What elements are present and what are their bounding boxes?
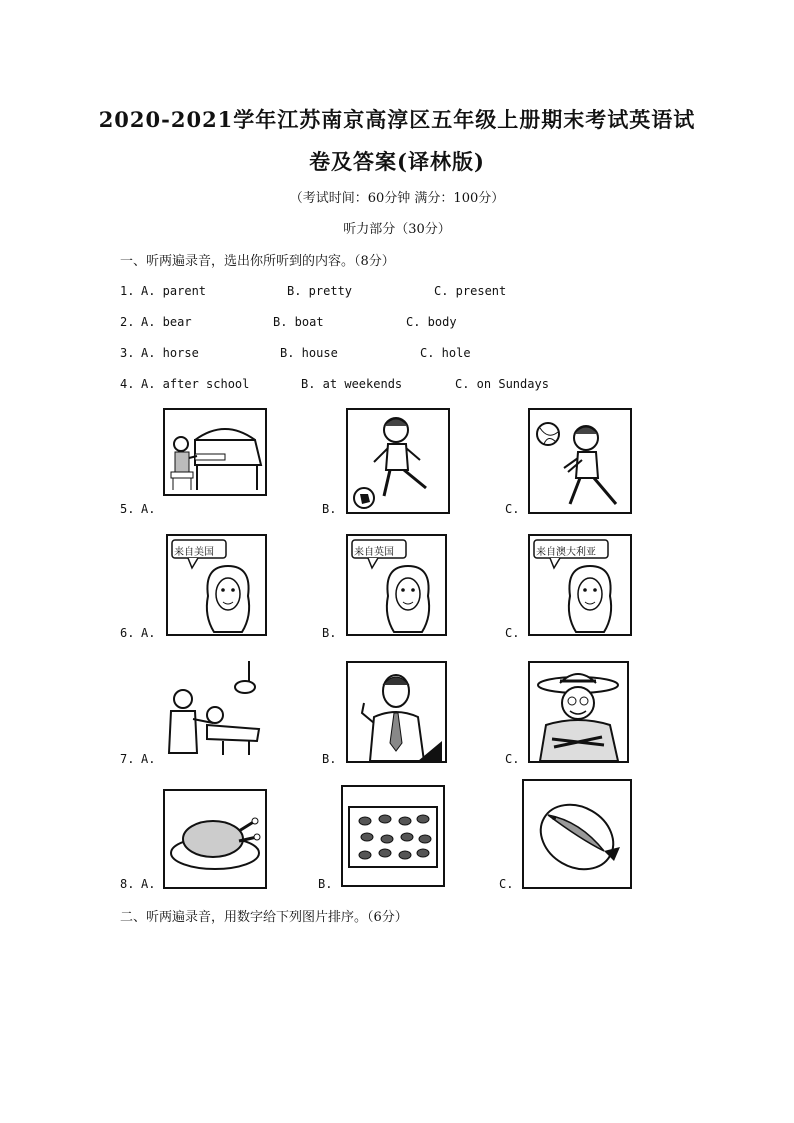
q5-picture-c[interactable] (528, 408, 632, 514)
q5-label-b: B. (322, 502, 337, 516)
q5-picture-a[interactable] (163, 408, 267, 496)
part-title: 听力部分（30分） (343, 222, 451, 237)
q7-label-a: A. (141, 752, 156, 766)
man-in-tie-icon (348, 663, 445, 761)
q5-label-c: C. (505, 502, 520, 516)
q7-label-c: C. (505, 752, 520, 766)
q8-picture-b[interactable] (341, 785, 445, 887)
q1-option-a: A. parent (141, 284, 207, 298)
q1-num: 1. (120, 284, 135, 298)
q7-picture-c[interactable] (528, 661, 629, 763)
roast-turkey-icon (165, 791, 265, 887)
q6-bubble-b: 来自英国 (354, 547, 394, 558)
q5-label-a: A. (141, 502, 156, 516)
exam-info: （考试时间：60分钟 满分：100分） (289, 191, 505, 206)
dentist-icon (163, 657, 263, 757)
q8-num: 8. (120, 877, 135, 891)
sweets-box-icon (343, 787, 443, 885)
q3-option-a: A. horse (141, 346, 199, 360)
page-title-line2: 卷及答案(译林版) (309, 149, 485, 174)
q2-num: 2. (120, 315, 135, 329)
q7-picture-a[interactable] (163, 657, 263, 757)
q4-option-b: B. at weekends (301, 377, 403, 391)
q4-option-a: A. after school (141, 377, 250, 391)
q1-option-c: C. present (434, 284, 507, 298)
q5-num: 5. (120, 502, 135, 516)
q8-picture-c[interactable] (522, 779, 632, 889)
q5-picture-b[interactable] (346, 408, 450, 514)
volleyball-boy-icon (530, 410, 630, 512)
q2-option-a: A. bear (141, 315, 192, 329)
q3-option-c: C. hole (420, 346, 471, 360)
q6-num: 6. (120, 626, 135, 640)
q6-bubble-c: 来自澳大利亚 (536, 547, 596, 558)
q8-label-c: C. (499, 877, 514, 891)
q3-option-b: B. house (280, 346, 338, 360)
section1-heading: 一、听两遍录音，选出你所听到的内容。（8分） (120, 254, 395, 269)
q7-picture-b[interactable] (346, 661, 447, 763)
q6-label-b: B. (322, 626, 337, 640)
section2-heading: 二、听两遍录音，用数字给下列图片排序。（6分） (120, 910, 408, 925)
fish-plate-icon (524, 781, 630, 887)
farmer-hat-icon (530, 663, 627, 761)
q6-label-c: C. (505, 626, 520, 640)
q4-option-c: C. on Sundays (455, 377, 549, 391)
q4-num: 4. (120, 377, 135, 391)
q3-num: 3. (120, 346, 135, 360)
q6-bubble-a: 来自美国 (174, 547, 214, 558)
q7-label-b: B. (322, 752, 337, 766)
q8-label-a: A. (141, 877, 156, 891)
page-title: 2020-2021学年江苏南京高淳区五年级上册期末考试英语试 (98, 107, 696, 132)
q2-option-b: B. boat (273, 315, 324, 329)
q2-option-c: C. body (406, 315, 457, 329)
football-boy-icon (348, 410, 448, 512)
piano-player-icon (165, 410, 265, 494)
q1-option-b: B. pretty (287, 284, 353, 298)
q8-picture-a[interactable] (163, 789, 267, 889)
q7-num: 7. (120, 752, 135, 766)
q8-label-b: B. (318, 877, 333, 891)
q6-label-a: A. (141, 626, 156, 640)
